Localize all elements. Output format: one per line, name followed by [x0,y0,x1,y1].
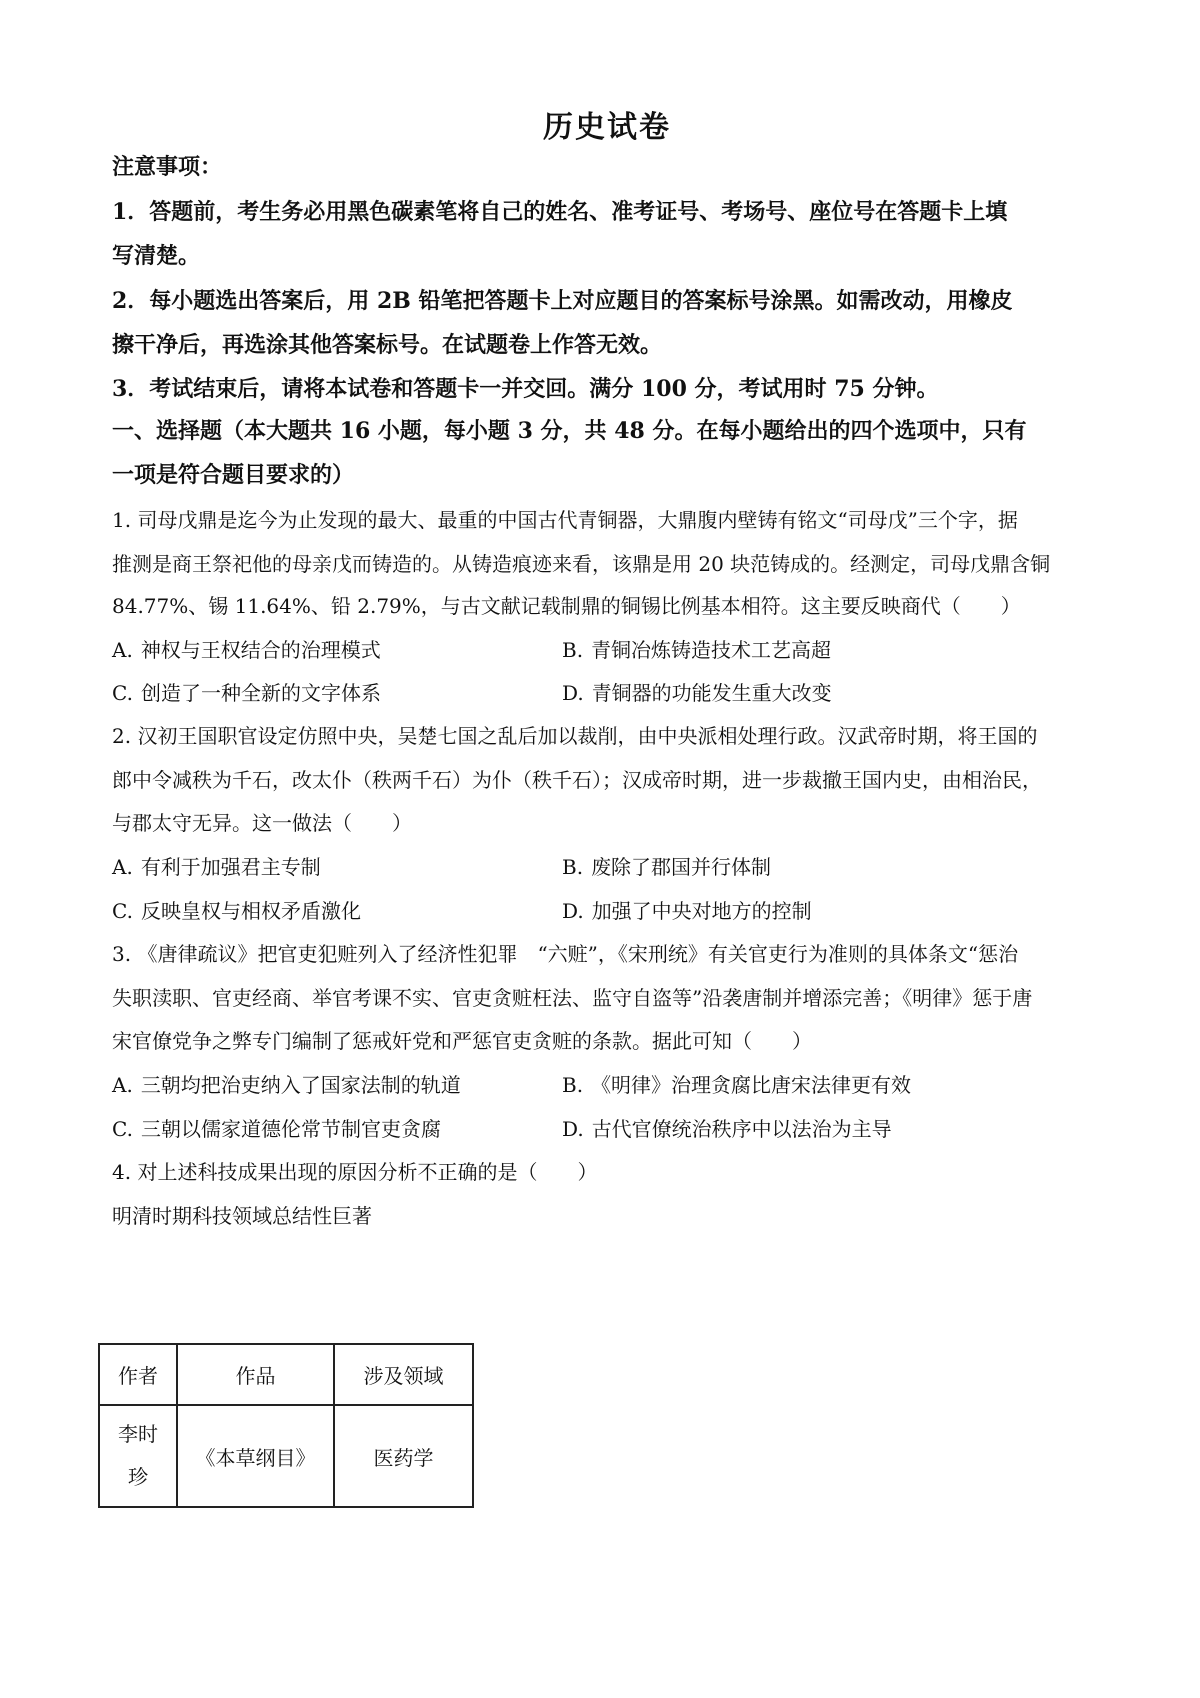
q4-line-1: 4. 对上述科技成果出现的原因分析不正确的是（ ） [112,1160,598,1184]
q3-line-1: 3. 《唐律疏议》把官吏犯赃列入了经济性犯罪 “六赃”，《宋刑统》有关官吏行为准则的具体条文“惩治 [112,942,1019,966]
section1-heading-line-1: 一、选择题（本大题共 16 小题，每小题 3 分，共 48 分。在每小题给出的四个选项中，只有 [112,418,1027,444]
q2-line-1: 2. 汉初王国职官设定仿照中央，吴楚七国之乱后加以裁削，由中央派相处理行政。汉武帝时期，将王国的 [112,724,1038,748]
q2-line-3: 与郡太守无异。这一做法（ ） [112,811,412,835]
table-header-work: 作品 [177,1344,334,1405]
q3-option-c: C. 三朝以儒家道德伦常节制官吏贪腐 [112,1117,441,1141]
notice-item-1-line-1: 1．答题前，考生务必用黑色碳素笔将自己的姓名、准考证号、考场号、座位号在答题卡上填 [112,199,1008,225]
notice-item-3-line-1: 3．考试结束后，请将本试卷和答题卡一并交回。满分 100 分，考试用时 75 分钟。 [112,376,939,402]
q2-option-d: D. 加强了中央对地方的控制 [562,899,812,923]
notice-item-1-line-2: 写清楚。 [112,243,201,269]
q3-line-2: 失职渎职、官吏经商、举官考课不实、官吏贪赃枉法、监守自盗等”沿袭唐制并增添完善；《明律》惩于唐 [112,986,1033,1010]
q1-line-3: 84.77%、锡 11.64%、铅 2.79%，与古文献记载制鼎的铜锡比例基本相符。这主要反映商代（ ） [112,594,1021,618]
q1-option-c: C. 创造了一种全新的文字体系 [112,681,381,705]
table-header-author: 作者 [99,1344,177,1405]
q3-line-3: 宋官僚党争之弊专门编制了惩戒奸党和严惩官吏贪赃的条款。据此可知（ ） [112,1029,812,1053]
q1-option-a: A. 神权与王权结合的治理模式 [112,638,381,662]
q3-option-a: A. 三朝均把治吏纳入了国家法制的轨道 [112,1073,461,1097]
q1-line-2: 推测是商王祭祀他的母亲戊而铸造的。从铸造痕迹来看，该鼎是用 20 块范铸成的。经测定，司母戊鼎含铜 [112,552,1051,576]
q2-line-2: 郎中令减秩为千石，改太仆（秩两千石）为仆（秩千石）；汉成帝时期，进一步裁撤王国内史，由相治民， [112,768,1042,792]
q1-line-1: 1. 司母戊鼎是迄今为止发现的最大、最重的中国古代青铜器，大鼎腹内壁铸有铭文“司母戊”三个字，据 [112,508,1018,532]
table-cell-work: 《本草纲目》 [177,1405,334,1507]
notice-heading: 注意事项： [112,154,223,180]
page-title: 历史试卷 [543,110,671,145]
table-header-field: 涉及领域 [334,1344,473,1405]
q1-option-b: B. 青铜冶炼铸造技术工艺高超 [562,638,832,662]
notice-item-2-line-2: 擦干净后，再选涂其他答案标号。在试题卷上作答无效。 [112,332,663,358]
table-cell-author: 李时 珍 [99,1405,177,1507]
works-table [98,1343,474,1508]
table-caption: 明清时期科技领域总结性巨著 [112,1204,372,1228]
notice-item-2-line-1: 2．每小题选出答案后，用 2B 铅笔把答题卡上对应题目的答案标号涂黑。如需改动，用橡皮 [112,288,1013,314]
q2-option-c: C. 反映皇权与相权矛盾激化 [112,899,361,923]
q1-option-d: D. 青铜器的功能发生重大改变 [562,681,832,705]
q3-option-d: D. 古代官僚统治秩序中以法治为主导 [562,1117,892,1141]
table-row [99,1405,473,1507]
section1-heading-line-2: 一项是符合题目要求的） [112,462,355,488]
table-header-row [99,1344,473,1405]
q2-option-a: A. 有利于加强君主专制 [112,855,321,879]
table-cell-field: 医药学 [334,1405,473,1507]
q2-option-b: B. 废除了郡国并行体制 [562,855,772,879]
q3-option-b: B. 《明律》治理贪腐比唐宋法律更有效 [562,1073,912,1097]
